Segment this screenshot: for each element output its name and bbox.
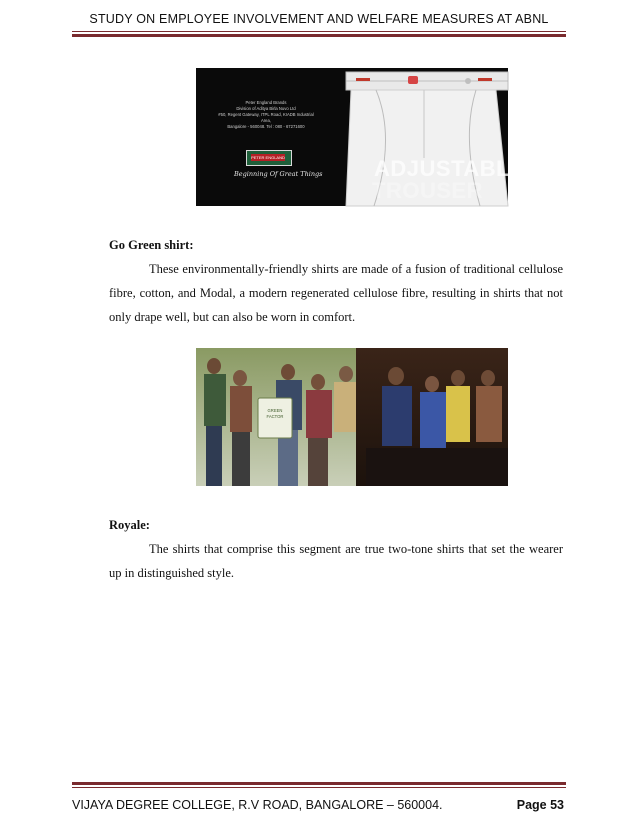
page-header-title: STUDY ON EMPLOYEE INVOLVEMENT AND WELFARE MEASURES AT ABNL <box>89 12 549 26</box>
footer-rule-thin <box>72 787 566 788</box>
section-body-go-green: These environmentally-friendly shirts are made of a fusion of traditional cellulose fibre, cotton, and Modal, a modern regenerated cellulose fibre, resulting in shirts that not only drape well, but can also be worn in comfort. <box>109 262 563 324</box>
brand-line: Bangalore - 560048. Tel : 080 - 67271600 <box>227 124 305 129</box>
page-number: Page 53 <box>516 798 564 812</box>
ad-headline-trouser: TROUSER <box>372 178 484 203</box>
header-rule-thin <box>72 31 566 32</box>
footer-rule-thick <box>72 782 566 785</box>
green-factor-sign-text: FACTOR <box>266 414 284 419</box>
logo-text: PETER ENGLAND <box>251 155 285 160</box>
section-heading-royale: Royale: <box>109 518 150 532</box>
header-rule-thick <box>72 34 566 37</box>
peter-england-logo <box>246 150 292 166</box>
brand-line: Peter England Brands <box>245 100 287 105</box>
brand-line: Division of Aditya Birla Nuvo Ltd <box>236 106 296 111</box>
ad-headline-adjustable: ADJUSTABLE <box>374 156 526 181</box>
green-factor-sign-text: GREEN <box>267 408 283 413</box>
adjustable-trouser-ad-image <box>196 68 526 206</box>
footer-college-address: VIJAYA DEGREE COLLEGE, R.V ROAD, BANGALORE – 560004. <box>72 798 443 812</box>
brand-tagline: Beginning Of Great Things <box>234 170 323 178</box>
section-body-royale: The shirts that comprise this segment are true two-tone shirts that set the wearer up in distinguished style. <box>109 542 563 580</box>
green-factor-group-photo <box>196 348 508 486</box>
section-heading-go-green: Go Green shirt: <box>109 238 194 252</box>
brand-line: #50, Regent Gateway, ITPL Road, KIADB Industrial Area, <box>218 112 314 123</box>
group-photo-illustration <box>196 348 508 486</box>
brand-address-block <box>216 100 316 130</box>
